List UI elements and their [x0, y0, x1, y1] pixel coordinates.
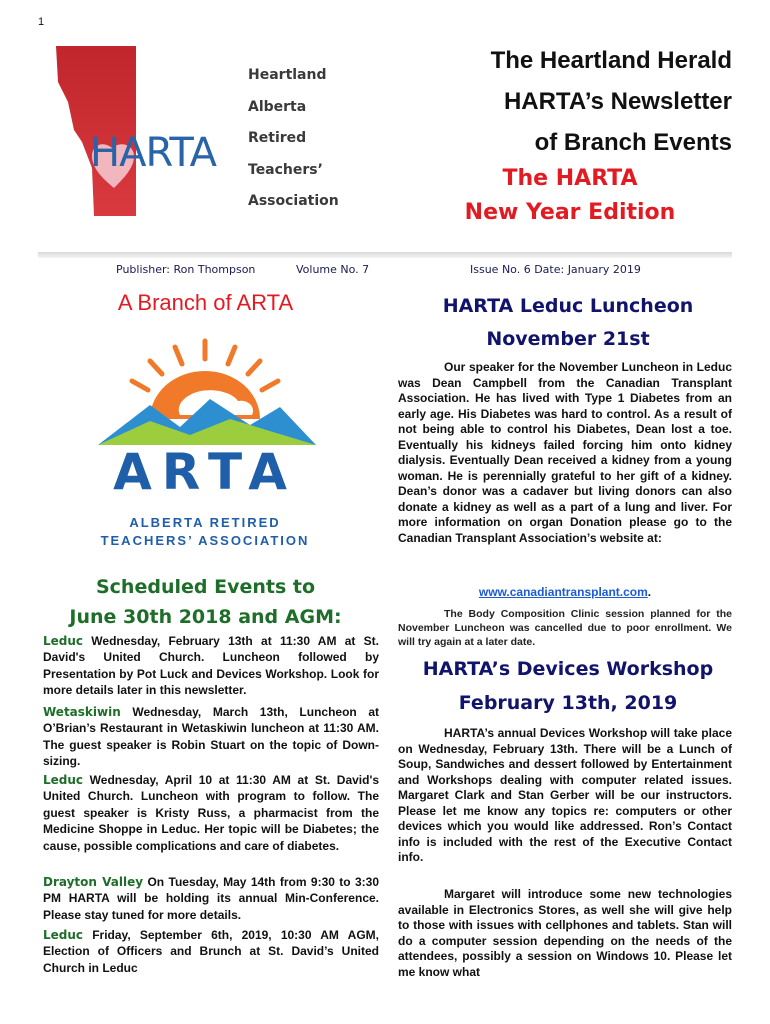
event-text: Friday, September 6th, 2019, 10:30 AM AGM, Election of Officers and Brunch at St. David’s United Church in Leduc: [43, 928, 379, 975]
arta-subtitle: ALBERTA RETIRED: [129, 515, 281, 530]
edition-title: [400, 162, 740, 230]
luncheon-paragraph: Our speaker for the November Luncheon in Leduc was Dean Campbell from the Canadian Transplant Association. He has lived with Type 1 Diabetes from an early age. His Diabetes was hard to control. As a result of not being able to control his Diabetes, Dean lost a toe. Eventually his kidneys failed forcing him onto kidney dialysis. Eventually Dean received a kidney from a young woman. He is perennially grateful to her gift of a kidney. Dean’s donor was a cadaver but living donors can also donate a kidney as well as a part of a lung and liver. For more information on organ Donation please go to the Canadian Transplant Association’s website at:: [398, 360, 732, 545]
title-line: The Heartland Herald: [490, 47, 732, 74]
event-item: [43, 874, 379, 923]
event-item: [43, 704, 379, 770]
event-item: [43, 927, 379, 976]
edition-line: New Year Edition: [464, 200, 676, 225]
event-location: Leduc: [43, 634, 84, 648]
cancellation-note: The Body Composition Clinic session planned for the November Luncheon was cancelled due to poor enrollment. We will try again at a later date.: [398, 608, 732, 648]
harta-logo-words: [248, 60, 339, 218]
harta-logo: [44, 38, 344, 248]
logo-word: Retired: [248, 130, 307, 146]
arta-logo: [80, 335, 330, 560]
publisher: Publisher: Ron Thompson: [116, 263, 256, 276]
transplant-website-row: [398, 585, 732, 599]
event-location: Leduc: [43, 773, 84, 787]
sun-mountain-icon: [80, 335, 330, 455]
title-line: HARTA’s Newsletter: [503, 88, 732, 115]
luncheon-date: November 21st: [486, 328, 650, 350]
heading-line: June 30th 2018 and AGM:: [69, 606, 342, 628]
logo-word: Teachers’: [248, 161, 323, 178]
event-location: Drayton Valley: [43, 875, 144, 889]
transplant-website-link[interactable]: www.canadiantransplant.com: [478, 585, 648, 599]
workshop-date: February 13th, 2019: [458, 692, 678, 714]
event-location: Wetaskiwin: [43, 705, 121, 719]
arta-subtitle: TEACHERS’ ASSOCIATION: [100, 533, 310, 548]
event-item: [43, 772, 379, 854]
branch-title: A Branch of ARTA: [117, 290, 294, 315]
edition-line: The HARTA: [502, 166, 638, 191]
heading-line: Scheduled Events to: [95, 576, 316, 598]
workshop-paragraph: HARTA’s annual Devices Workshop will take place on Wednesday, February 13th. There will be a Lunch of Soup, Sandwiches and dessert followed by Entertainment and Workshops dealing with computer related issues. Margaret Clark and Stan Gerber will be our instructors. Please let me know any topics re: computers or other devices which you would like addressed. Ron’s Contact info is included with the rest of the Executive Contact info.: [398, 726, 732, 864]
event-text: Wednesday, February 13th at 11:30 AM at St. David's United Church. Luncheon followed by Presentation by Pot Luck and Devices Workshop. Look for more details later in this newsletter.: [43, 634, 379, 698]
title-line: of Branch Events: [534, 129, 732, 156]
logo-word: Alberta: [248, 98, 307, 115]
issue-date: Issue No. 6 Date: January 2019: [470, 263, 641, 276]
harta-wordmark: HARTA: [90, 130, 217, 176]
scheduled-events-heading: [38, 572, 373, 632]
workshop-heading: HARTA’s Devices Workshop: [422, 658, 714, 680]
logo-word: Heartland: [248, 67, 327, 83]
event-location: Leduc: [43, 928, 84, 942]
volume-number: Volume No. 7: [296, 263, 370, 276]
link-suffix: .: [647, 585, 652, 599]
newsletter-title: [491, 40, 732, 163]
event-text: Wednesday, April 10 at 11:30 AM at St. David's United Church. Luncheon with program to follow. The guest speaker is Kristy Russ, a pharmacist from the Medicine Shoppe in Leduc. Her topic will be Diabetes; the cause, possible complications and care of diabetes.: [43, 773, 379, 853]
event-text: Wednesday, March 13th, Luncheon at O’Brian’s Restaurant in Wetaskiwin luncheon at 11:30 AM. The guest speaker is Robin Stuart on the topic of Down-sizing.: [43, 705, 379, 769]
masthead-divider: [38, 252, 732, 258]
logo-word: Association: [248, 193, 339, 209]
arta-wordmark: ARTA: [113, 443, 297, 501]
event-text: On Tuesday, May 14th from 9:30 to 3:30 PM HARTA will be holding its annual Min-Conference. Please stay tuned for more details.: [43, 875, 380, 922]
luncheon-heading: HARTA Leduc Luncheon: [442, 295, 694, 317]
page-number: 1: [38, 16, 45, 28]
event-item: [43, 633, 379, 699]
workshop-paragraph: Margaret will introduce some new technologies available in Electronics Stores, as well she will give help to those with issues with cellphones and tablets. Stan will do a computer session depending on the needs of the attendees, possibly a session on Windows 10. Please let me know what: [398, 887, 732, 979]
